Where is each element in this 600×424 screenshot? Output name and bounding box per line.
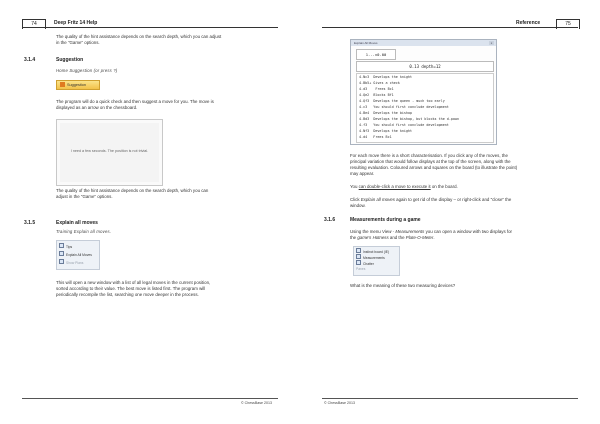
board-message: I need a few seconds. The position is not trivial. xyxy=(70,149,149,153)
menu-item-tips[interactable]: Tips xyxy=(59,243,72,249)
header-title: Reference xyxy=(516,20,541,26)
list-item[interactable]: 4.Nf3 Develops the knight xyxy=(359,129,413,133)
list-item[interactable]: 4.Qf3 Develops the queen - much too early xyxy=(359,99,445,103)
suggestion-button[interactable] xyxy=(56,80,100,90)
body-line-3: periodically recompile the list, searching one move deeper in the process. xyxy=(56,292,199,297)
body-line-2: sorted according to their value. The best move is listed first. The program will xyxy=(56,286,206,291)
move-list xyxy=(356,73,494,143)
checkbox-icon xyxy=(356,248,361,253)
after-line-2: adjust in the "Game" options. xyxy=(56,194,113,199)
para3-line-1: Click Explain all moves again to get rid of the display – or right-click and "close" the xyxy=(350,197,512,202)
list-item[interactable]: 4.d3 Frees Bc1 xyxy=(359,87,394,91)
footer-rule xyxy=(322,398,578,399)
view-menu xyxy=(353,246,400,276)
para1-line-1: For each move there is a short characterisation. If you click any of the moves, the xyxy=(350,153,508,158)
training-menu xyxy=(56,240,100,270)
header-rule xyxy=(22,27,278,28)
chessboard-screenshot xyxy=(56,119,163,186)
suggestion-label: Suggestion xyxy=(67,83,86,87)
section-title: Measurements during a game xyxy=(350,217,421,223)
menu-item-chatter[interactable]: Chatter xyxy=(356,260,374,266)
menu-item-instinct-board[interactable]: Instinct board (IE) xyxy=(356,248,389,254)
checkbox-icon xyxy=(356,260,361,265)
menu-path: Training Explain all moves. xyxy=(56,229,112,234)
menu-path: Home Suggestion (or press ?) xyxy=(56,68,118,73)
menu-item-show-plans[interactable]: Show Plans xyxy=(59,259,83,265)
para1-line-3: resulting evaluation. Coloured arrows and squares on the board (to illustrate the point) xyxy=(350,165,518,170)
footer-copyright: © ChessBase 2013 xyxy=(241,401,273,405)
section-line-1: Using the menu View - Measurements you can open a window with two displays for xyxy=(350,229,512,234)
list-item[interactable]: 4.c3 You should first conclude development xyxy=(359,105,449,109)
list-item[interactable]: 4.Nc3 Develops the knight xyxy=(359,75,413,79)
list-item[interactable]: 4.Bd3 Develops the bishop, but blocks the d-pawn xyxy=(359,117,460,121)
close-icon[interactable]: x xyxy=(490,41,493,45)
para1-line-4: may appear. xyxy=(350,171,375,176)
section-number: 3.1.4 xyxy=(24,57,36,63)
section-title: Explain all moves xyxy=(56,220,98,226)
list-item[interactable]: 4.f3 You should first conclude development xyxy=(359,123,449,127)
intro-line-1: The quality of the hint assistance depends on the search depth, which you can adjust xyxy=(56,34,222,39)
header-title: Deep Fritz 14 Help xyxy=(54,20,98,26)
menu-item-panes[interactable]: Panes xyxy=(356,267,366,271)
checkbox-icon xyxy=(59,251,64,256)
para1-line-2: principal variation that would follow displays at the top of the screen, along with the xyxy=(350,159,511,164)
section-title: Suggestion xyxy=(56,57,84,63)
window-title: Explain All Moves xyxy=(351,40,496,46)
menu-item-explain-all-moves[interactable]: Explain All Moves xyxy=(59,251,92,257)
list-item[interactable]: 4.Be4 Develops the bishop xyxy=(359,111,413,115)
list-item[interactable]: 4.Bb5+ Gives a check xyxy=(359,81,400,85)
menu-item-measurements[interactable]: Measurements xyxy=(356,254,385,260)
list-item[interactable]: 4.d4 Frees Bc1 xyxy=(359,135,392,139)
list-item[interactable]: 4.Qe2 Blocks Bf1 xyxy=(359,93,394,97)
section-number: 3.1.5 xyxy=(24,220,36,226)
section-line-2: the game's Hotness and the Plate-O-Meter. xyxy=(350,235,435,240)
body-line-1: The program will do a quick check and then suggest a move for you. The move is xyxy=(56,99,214,104)
section-number: 3.1.6 xyxy=(324,217,336,223)
page-number: 74 xyxy=(22,19,46,29)
body-line-1: This will open a new window with a list of all legal moves in the current position, xyxy=(56,280,211,285)
after-line-1: The quality of the hint assistance depends on the search depth, which you can xyxy=(56,188,209,193)
checkbox-icon xyxy=(356,254,361,259)
right-page xyxy=(300,0,600,424)
intro-line-2: in the "Game" options. xyxy=(56,40,100,45)
page-number: 75 xyxy=(556,19,580,29)
question: What is the meaning of these two measuring devices? xyxy=(350,283,456,288)
checkbox-icon xyxy=(59,243,64,248)
depth-line: 0.13 depth=12 xyxy=(356,61,494,72)
checkbox-icon xyxy=(59,259,64,264)
body-line-2: displayed as an arrow on the chessboard. xyxy=(56,105,138,110)
para2: You can double-click a move to execute it on the board. xyxy=(350,184,458,189)
eval-box: 1...±0.00 xyxy=(356,49,396,60)
footer-copyright: © ChessBase 2013 xyxy=(324,401,356,405)
suggestion-icon xyxy=(60,82,65,87)
header-rule xyxy=(322,27,578,28)
double-click-link[interactable]: can double-click a move to execute it xyxy=(358,184,431,189)
explain-all-moves-window xyxy=(350,39,497,145)
footer-rule xyxy=(22,398,278,399)
para3-line-2: window. xyxy=(350,203,366,208)
